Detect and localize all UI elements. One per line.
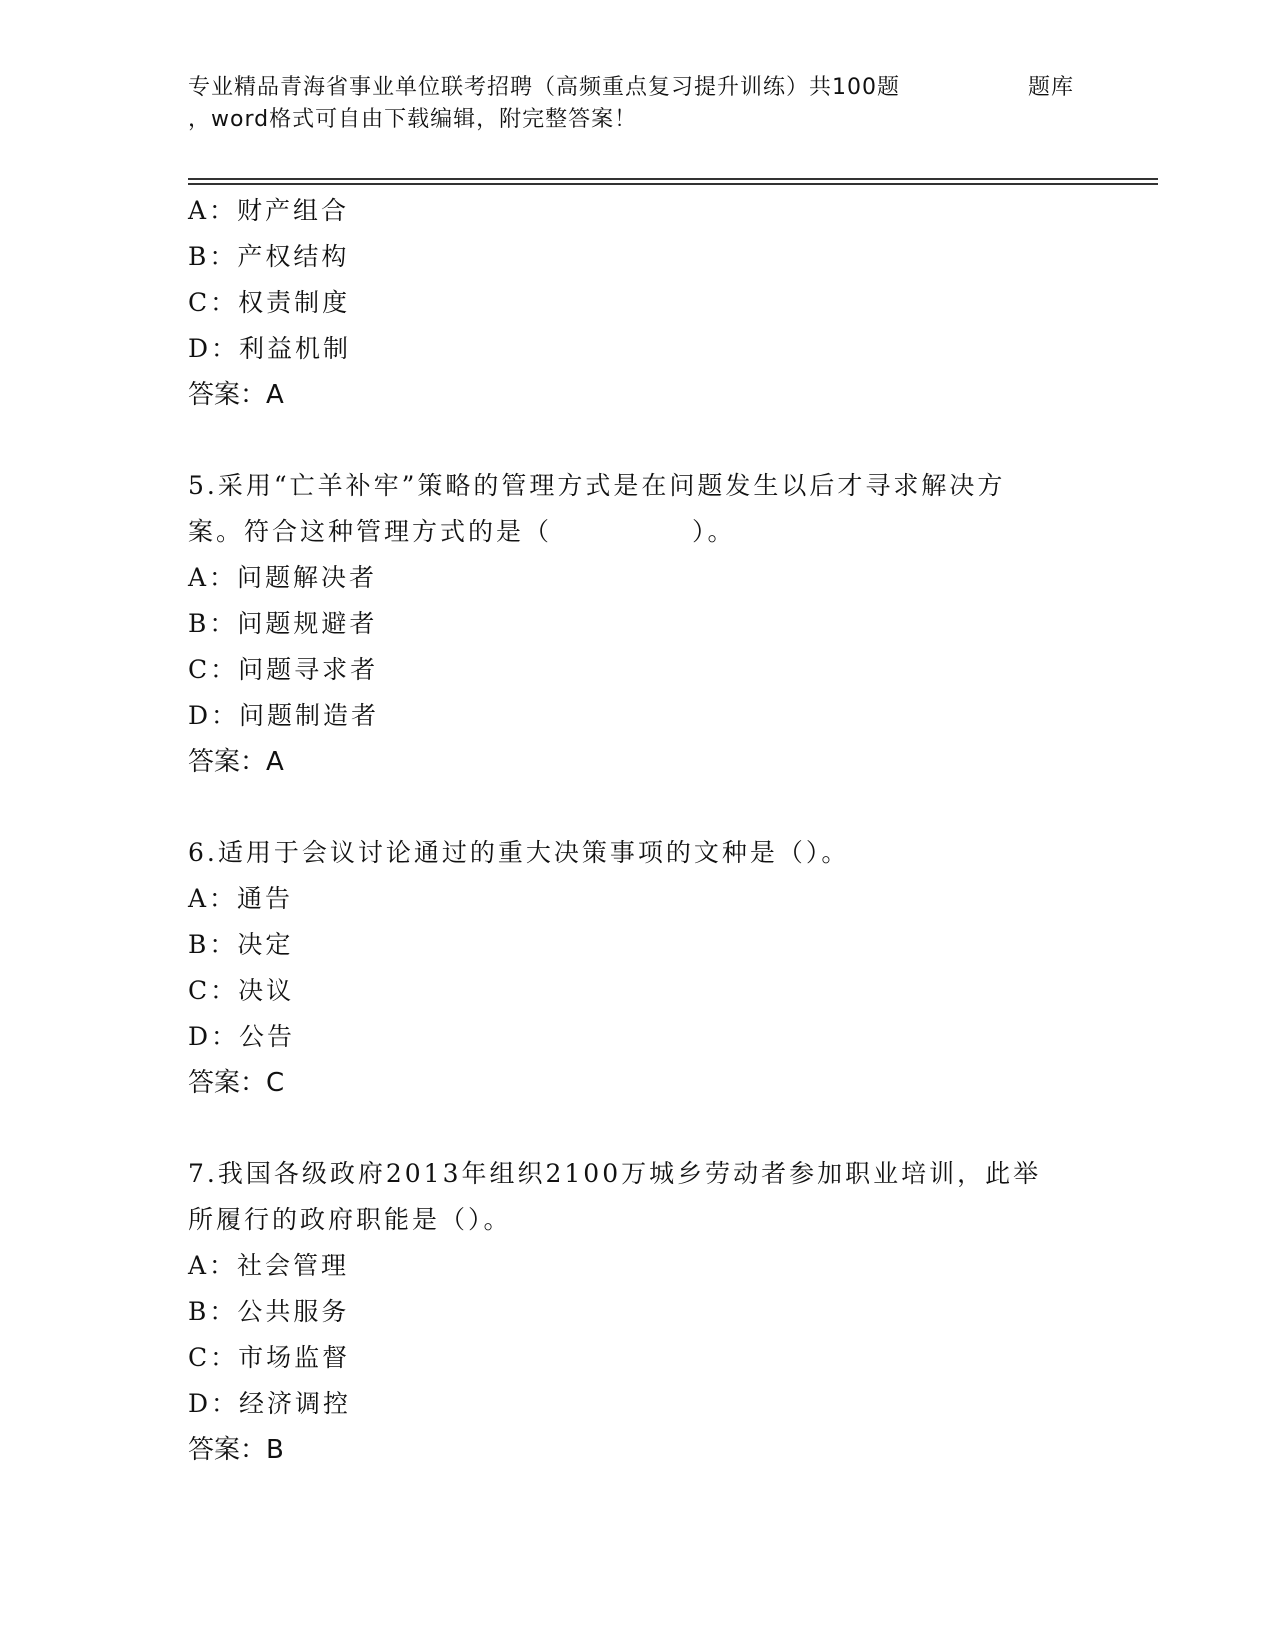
- question-list: [188, 188, 1088, 1473]
- header-divider-top: [188, 178, 1158, 180]
- question-stem: 7.我国各级政府2013年组织2100万城乡劳动者参加职业培训，此举: [188, 1159, 1042, 1188]
- question-6: [188, 830, 1088, 1106]
- answer-line: 答案：A: [188, 747, 284, 777]
- answer-line: 答案：B: [188, 1435, 284, 1465]
- header-tag: 题库: [1028, 75, 1075, 100]
- option-b: B：产权结构: [188, 242, 350, 271]
- option-d: D：问题制造者: [188, 701, 380, 730]
- option-a: A：通告: [188, 884, 294, 913]
- question-5: [188, 463, 1088, 785]
- question-stem-continued: 所履行的政府职能是（）。: [188, 1205, 512, 1234]
- option-b: B：问题规避者: [188, 609, 378, 638]
- option-b: B：公共服务: [188, 1297, 350, 1326]
- header-title: 专业精品青海省事业单位联考招聘（高频重点复习提升训练）共100题: [188, 75, 900, 100]
- answer-line: 答案：A: [188, 380, 284, 410]
- header-divider-bottom: [188, 183, 1158, 185]
- option-d: D：利益机制: [188, 334, 352, 363]
- question-4-fragment: [188, 188, 1088, 418]
- answer-line: 答案：C: [188, 1068, 285, 1098]
- option-d: D：公告: [188, 1022, 296, 1051]
- option-a: A：财产组合: [188, 196, 350, 225]
- option-c: C：决议: [188, 976, 295, 1005]
- option-b: B：决定: [188, 930, 294, 959]
- option-a: A：问题解决者: [188, 563, 378, 592]
- header-subtitle: ，word格式可自由下载编辑，附完整答案！: [188, 107, 638, 132]
- option-a: A：社会管理: [188, 1251, 350, 1280]
- document-header: [188, 72, 1148, 136]
- question-stem: 6.适用于会议讨论通过的重大决策事项的文种是（）。: [188, 838, 850, 867]
- header-title-line: [188, 72, 1148, 104]
- option-c: C：市场监督: [188, 1343, 351, 1372]
- question-stem-continued: 案。符合这种管理方式的是（ ）。: [188, 517, 736, 546]
- question-7: [188, 1151, 1088, 1473]
- option-d: D：经济调控: [188, 1389, 352, 1418]
- option-c: C：问题寻求者: [188, 655, 379, 684]
- question-stem: 5.采用“亡羊补牢”策略的管理方式是在问题发生以后才寻求解决方: [188, 471, 1006, 500]
- option-c: C：权责制度: [188, 288, 351, 317]
